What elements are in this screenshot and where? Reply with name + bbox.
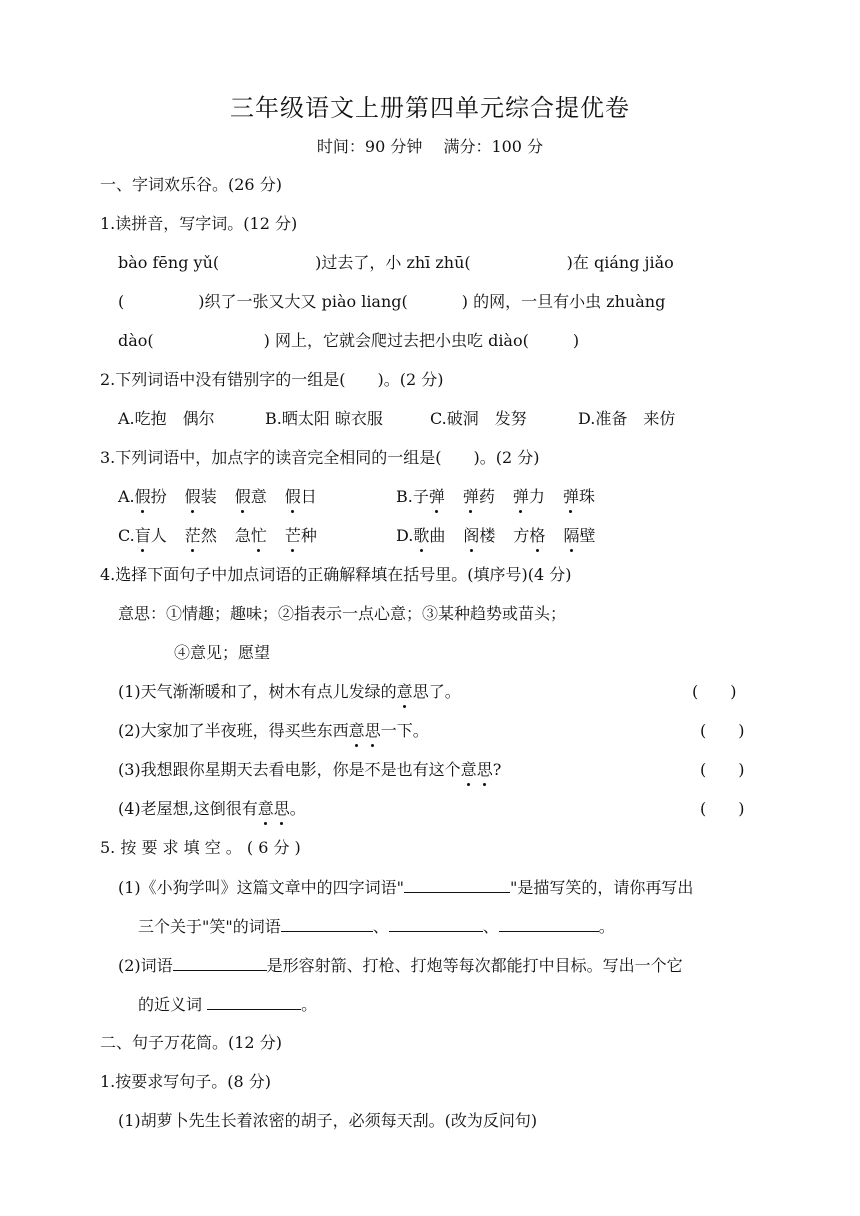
- q3-word: 子弹: [412, 487, 445, 506]
- q3-option-c[interactable]: [118, 525, 317, 547]
- q1-heading: 1.读拼音，写字词。(12 分): [100, 214, 298, 233]
- q1-text: (: [118, 292, 125, 311]
- q3-word: 隔壁: [563, 526, 596, 545]
- q5-part-2-line-1: (2)词语 是形容射箭、打枪、打炮等每次都能打中目标。写出一个它: [118, 956, 683, 975]
- q1-line-1: [118, 252, 674, 274]
- q3-word: 假日: [284, 487, 317, 506]
- section-1-heading: 一、字词欢乐谷。(26 分): [100, 175, 282, 194]
- dotted-word: 意思: [460, 760, 493, 779]
- q2-heading: 2.下列词语中没有错别字的一组是( )。(2 分): [100, 370, 444, 389]
- dotted-word: 意思: [348, 721, 381, 740]
- q1-line-2: [118, 291, 665, 313]
- q1-text: dào(: [118, 331, 154, 350]
- q4-answer-3[interactable]: ( ): [700, 760, 745, 779]
- answer-blank[interactable]: [404, 876, 510, 893]
- q3-word: 假装: [184, 487, 217, 506]
- page-subtitle: 时间：90 分钟 满分：100 分: [316, 137, 544, 156]
- dotted-word: 意思: [396, 682, 429, 701]
- q4-sentence-2: (2)大家加了半夜班，得买些东西意思一下。: [118, 721, 429, 740]
- q1-text: )织了一张又大又 piào liang(: [198, 292, 408, 311]
- q4-sentence-3: (3)我想跟你星期天去看电影，你是不是也有这个意思?: [118, 760, 502, 779]
- q1-text: bào fēng yǔ(: [118, 253, 220, 272]
- q3-word: 歌曲: [413, 526, 446, 545]
- q3-word: 急忙: [234, 526, 267, 545]
- q4-answer-2[interactable]: ( ): [700, 721, 745, 740]
- q4-heading: 4.选择下面句子中加点词语的正确解释填在括号里。(填序号)(4 分): [100, 565, 572, 584]
- q5-part-2-line-2: 的近义词 。: [138, 995, 318, 1014]
- q4-answer-4[interactable]: ( ): [700, 799, 745, 818]
- q2-option-b[interactable]: B.晒太阳 晾衣服: [265, 409, 383, 428]
- page-title: 三年级语文上册第四单元综合提优卷: [230, 94, 630, 122]
- option-label: A.: [118, 487, 135, 506]
- q4-answer-1[interactable]: ( ): [692, 682, 737, 701]
- q3-heading: 3.下列词语中，加点字的读音完全相同的一组是( )。(2 分): [100, 448, 540, 467]
- q3-word: 茫然: [184, 526, 217, 545]
- q3-word: 盲人: [134, 526, 167, 545]
- q3-word: 假意: [234, 487, 267, 506]
- q3-option-a[interactable]: [118, 486, 317, 508]
- q3-word: 弹药: [462, 487, 495, 506]
- q1-text: )过去了，小 zhī zhū(: [315, 253, 471, 272]
- option-label: C.: [118, 526, 135, 545]
- q4-sentence-1: (1)天气渐渐暖和了，树木有点儿发绿的意思了。: [118, 682, 461, 701]
- q3-option-b[interactable]: [396, 486, 595, 508]
- option-label: B.: [396, 487, 413, 506]
- s2-q1-heading: 1.按要求写句子。(8 分): [100, 1072, 272, 1091]
- q4-meanings-line-2: ④意见；愿望: [174, 643, 271, 662]
- section-2-heading: 二、句子万花筒。(12 分): [100, 1033, 282, 1052]
- q5-part-1-line-1: (1)《小狗学叫》这篇文章中的四字词语" "是描写笑的，请你再写出: [118, 878, 694, 897]
- answer-blank[interactable]: [281, 915, 373, 932]
- answer-blank[interactable]: [389, 915, 483, 932]
- q4-sentence-4: (4)老屋想,这倒很有意思。: [118, 799, 306, 818]
- q5-part-1-line-2: 三个关于"笑"的词语 、 、 。: [138, 917, 615, 936]
- q1-line-3: [118, 330, 579, 352]
- q1-text: ) 网上，它就会爬过去把小虫吃 diào(: [263, 331, 529, 350]
- dotted-word: 意思: [257, 799, 290, 818]
- q3-option-d[interactable]: [396, 525, 595, 547]
- answer-blank[interactable]: [499, 915, 599, 932]
- answer-blank[interactable]: [173, 954, 267, 971]
- s2-q1-item-1: (1)胡萝卜先生长着浓密的胡子，必须每天刮。(改为反问句): [118, 1111, 538, 1130]
- q2-option-a[interactable]: A.吃抱 偶尔: [118, 409, 215, 428]
- option-label: D.: [396, 526, 414, 545]
- answer-blank[interactable]: [207, 993, 301, 1010]
- q1-text: ) 的网，一旦有小虫 zhuàng: [461, 292, 666, 311]
- q2-option-d[interactable]: D.准备 来仿: [578, 409, 676, 428]
- q3-word: 假扮: [134, 487, 167, 506]
- q3-word: 芒种: [284, 526, 317, 545]
- q3-word: 阁楼: [463, 526, 496, 545]
- q4-meanings-line-1: 意思：①情趣；趣味；②指表示一点心意；③某种趋势或苗头；: [118, 604, 567, 623]
- q1-text: ): [572, 331, 580, 350]
- q1-text: )在 qiáng jiǎo: [566, 253, 674, 272]
- q5-heading: 5. 按 要 求 填 空 。 ( 6 分 ): [100, 838, 301, 857]
- q3-word: 方格: [513, 526, 546, 545]
- q3-word: 弹力: [512, 487, 545, 506]
- q2-option-c[interactable]: C.破洞 发努: [430, 409, 527, 428]
- q3-word: 弹珠: [562, 487, 595, 506]
